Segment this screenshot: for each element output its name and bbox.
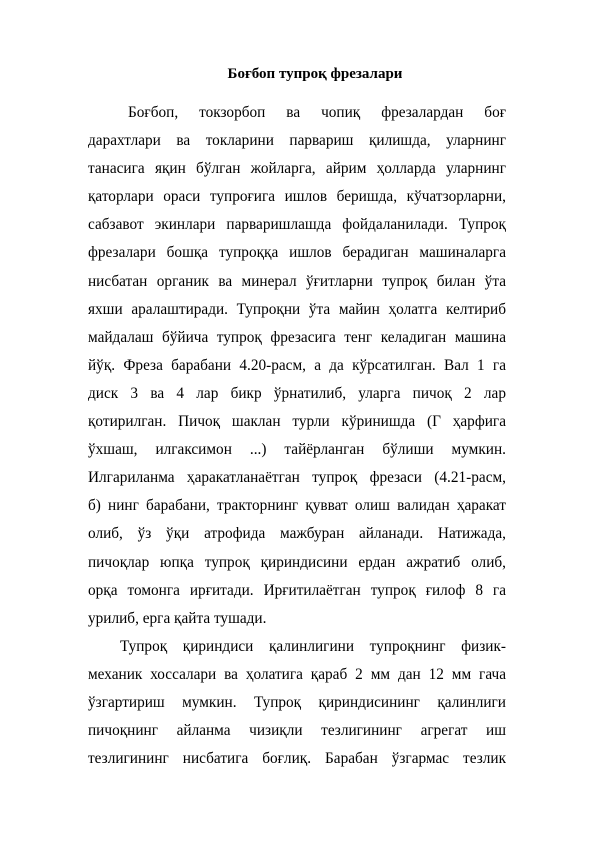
text-line: сабзавот экинлари парваришлашда фойдаланилади. Тупроқ [88,216,506,234]
text-line: қаторлари ораси тупроғига ишлов беришда, кўчатзорларни, [88,188,506,206]
text-line: фрезалари бошқа тупроққа ишлов берадиган машиналарга [88,244,506,262]
text-line: Илгариланма ҳаракатланаётган тупроқ фрезаси (4.21-расм, [88,469,506,487]
text-line: пичоқлар юпқа тупроқ қириндисини ердан ажратиб олиб, [88,553,506,571]
text-line: б) нинг барабани, тракторнинг қувват олиш валидан ҳаракат [88,497,506,515]
text-line: пичоқнинг айланма чизиқли тезлигининг агрегат иш [88,722,506,740]
text-line: тезлигининг нисбатига боғлиқ. Барабан ўзгармас тезлик [88,750,506,768]
text-line: урилиб, ерга қайта тушади. [88,609,267,627]
text-line: Тупроқ қириндиси қалинлигини тупроқнинг физик- [120,637,506,655]
text-line: қотирилган. Пичоқ шаклан турли кўринишда (Г ҳарфига [88,413,506,431]
text-line: яхши аралаштиради. Тупроқни ўта майин ҳолатга келтириб [88,300,506,318]
text-line: дарахтлари ва токларини парвариш қилишда, уларнинг [88,132,506,150]
document-title: Боғбоп тупроқ фрезалари [227,66,403,82]
text-line: диск 3 ва 4 лар бикр ўрнатилиб, уларга пичоқ 2 лар [88,384,506,402]
text-line: ўхшаш, илгаксимон ...) тайёрланган бўлиши мумкин. [88,441,506,459]
text-line: ўзгартириш мумкин. Тупроқ қириндисининг қалинлиги [88,693,506,711]
text-line: орқа томонга ирғитади. Ирғитилаётган тупроқ ғилоф 8 га [88,581,506,599]
text-line: механик хоссалари ва ҳолатига қараб 2 мм дан 12 мм гача [88,665,506,683]
text-line: Боғбоп, токзорбоп ва чопиқ фрезалардан боғ [128,104,506,121]
document-body [88,99,506,773]
text-line: йўқ. Фреза барабани 4.20-расм, а да кўрсатилган. Вал 1 га [88,356,506,374]
text-line: нисбатан органик ва минерал ўғитларни тупроқ билан ўта [88,272,506,290]
text-line: танасига яқин бўлган жойларга, айрим ҳолларда уларнинг [88,160,506,178]
text-line: майдалаш бўйича тупроқ фрезасига тенг келадиган машина [88,328,506,346]
text-line: олиб, ўз ўқи атрофида мажбуран айланади. Натижада, [88,525,506,543]
